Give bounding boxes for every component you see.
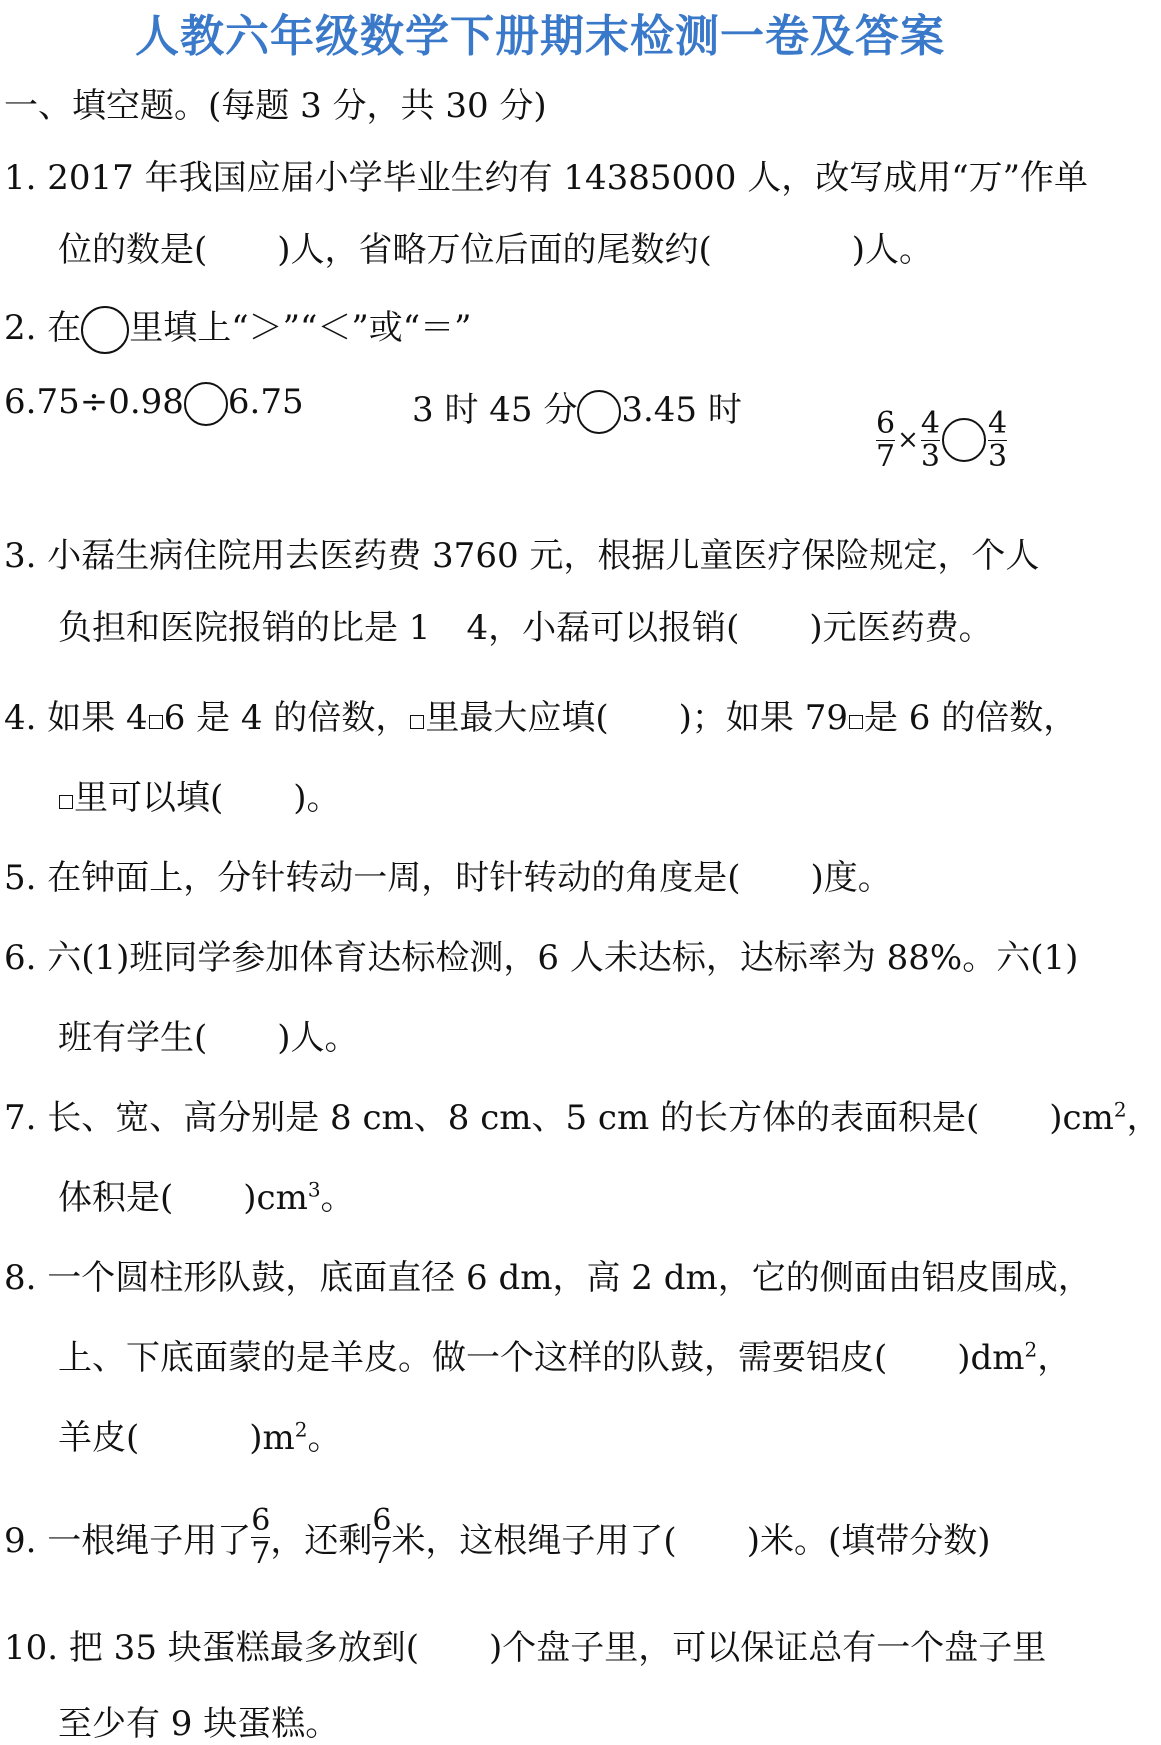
question-3-line-1: 3. 小磊生病住院用去医药费 3760 元，根据儿童医疗保险规定，个人 [4, 536, 1040, 576]
question-2-line-1: 2. 在 里填上“＞”“＜”或“＝” [4, 300, 472, 354]
question-8-line-2: 上、下底面蒙的是羊皮。做一个这样的队鼓，需要铝皮( )$dm^2$， [58, 1337, 1072, 1378]
compare-circle-icon [184, 382, 228, 426]
question-2-expr-3: $\frac{6}{7}$ × $\frac{4}{3}$ $\frac{4}{3}$ [876, 406, 1008, 474]
question-10-line-1: 10. 把 35 块蛋糕最多放到( )个盘子里，可以保证总有一个盘子里 [4, 1628, 1047, 1668]
blank-square-icon [410, 715, 424, 729]
compare-circle-icon [81, 306, 129, 354]
question-4-line-1: 4. 如果 4 6 是 4 的倍数， 里最大应填( )；如果 79 是 6 的倍数， [4, 698, 1078, 738]
question-3-line-2: 负担和医院报销的比是 1 4，小磊可以报销( )元医药费。 [58, 608, 993, 648]
fraction: $\frac{4}{3}$ [987, 406, 1008, 474]
question-1-line-1: 1. 2017 年我国应届小学毕业生约有 14385000 人，改写成用“万”作单 [4, 158, 1089, 198]
compare-circle-icon [577, 390, 621, 434]
blank-square-icon [149, 715, 163, 729]
question-4-line-2: 里可以填( )。 [58, 770, 341, 819]
fraction: $\frac{6}{7}$ [372, 1503, 392, 1571]
blank-square-icon [849, 715, 863, 729]
question-7-line-1: 7. 长、宽、高分别是 8 cm、8 cm、5 cm 的长方体的表面积是( )$cm^2$， [4, 1097, 1161, 1138]
question-5: 5. 在钟面上，分针转动一周，时针转动的角度是( )度。 [4, 858, 892, 898]
page-title: 人教六年级数学下册期末检测一卷及答案 [135, 11, 945, 62]
question-2-expr-2: 3 时 45 分 3.45 时 [412, 382, 742, 434]
question-10-line-2: 至少有 9 块蛋糕。 [58, 1704, 340, 1744]
question-7-line-2: 体积是( )$cm^3$。 [58, 1177, 355, 1218]
section-heading: 一、填空题。(每题 3 分，共 30 分) [4, 86, 547, 126]
compare-circle-icon [942, 418, 986, 462]
question-6-line-1: 6. 六(1)班同学参加体育达标检测，6 人未达标，达标率为 88%。六(1) [4, 938, 1079, 978]
blank-square-icon [59, 795, 73, 809]
fraction: $\frac{4}{3}$ [920, 406, 940, 474]
question-6-line-2: 班有学生( )人。 [58, 1018, 359, 1058]
fraction: $\frac{6}{7}$ [251, 1503, 271, 1571]
question-8-line-3: 羊皮( )$m^2$。 [58, 1417, 342, 1458]
question-8-line-1: 8. 一个圆柱形队鼓，底面直径 6 dm，高 2 dm，它的侧面由铝皮围成， [4, 1258, 1092, 1298]
question-2-expr-1: 6.75÷0.98 6.75 [4, 382, 304, 426]
question-9: 9. 一根绳子用了 $\frac{6}{7}$ ，还剩 $\frac{6}{7}$ 米，这根绳子用了( )米。(填带分数) [4, 1503, 991, 1571]
fraction: $\frac{6}{7}$ [876, 406, 896, 474]
question-1-line-2: 位的数是( )人，省略万位后面的尾数约( )人。 [58, 230, 934, 270]
